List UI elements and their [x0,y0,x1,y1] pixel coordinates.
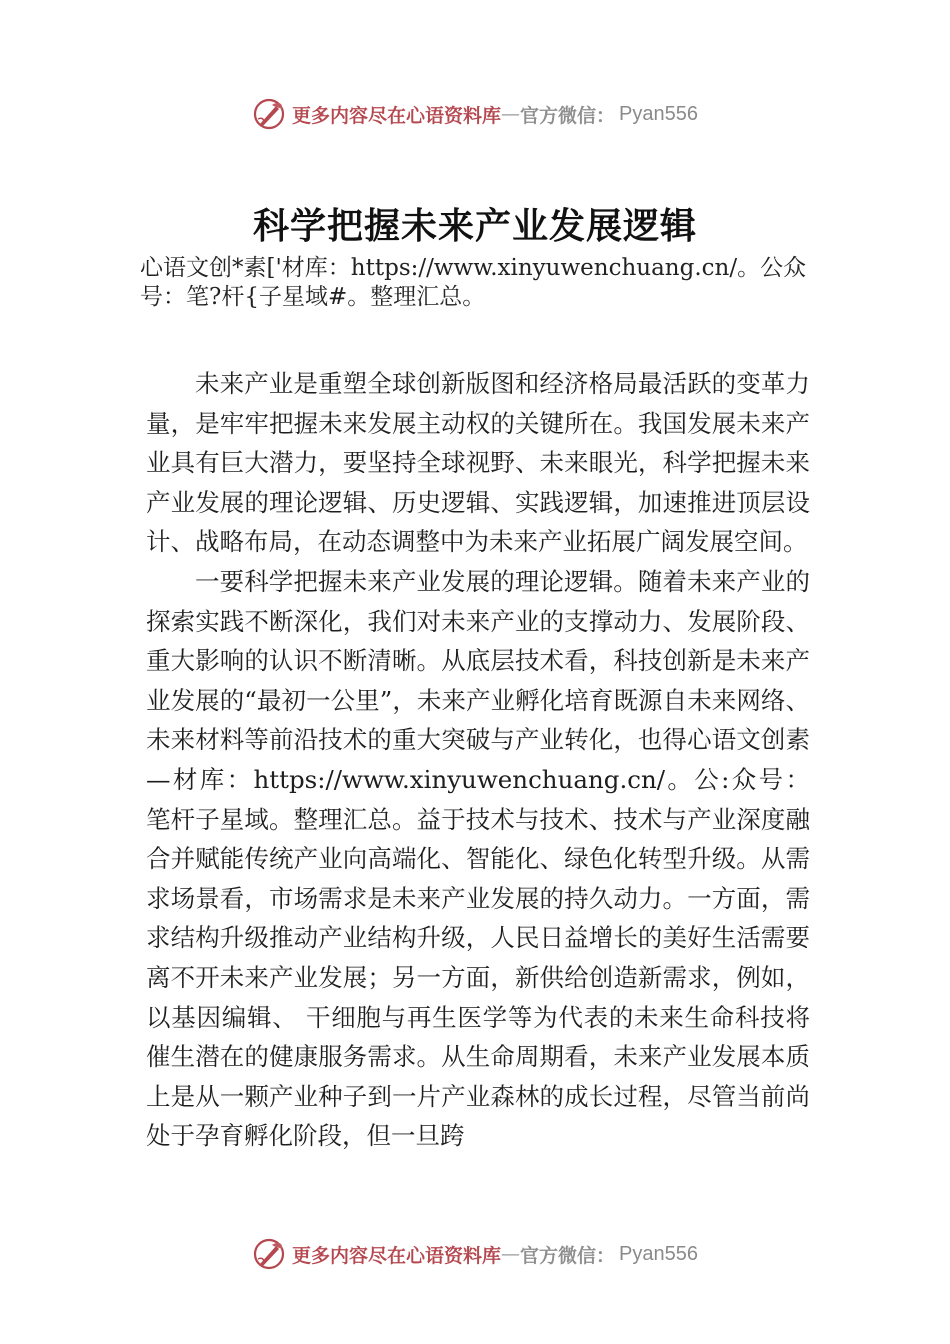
paragraph-1: 未来产业是重塑全球创新版图和经济格局最活跃的变革力量，是牢牢把握未来发展主动权的关键所在。我国发展未来产业具有巨大潜力，要坚持全球视野、未来眼光，科学把握未来产业发展的理论逻辑、历史逻辑、实践逻辑，加速推进顶层设计、战略布局，在动态调整中为未来产业拓展广阔发展空间。 [146,369,810,557]
footer-brand-text: 更多内容尽在心语资料库 [292,1244,502,1267]
header-brand-text: 更多内容尽在心语资料库 [292,104,502,127]
quill-logo-icon [252,97,286,131]
footer-banner [0,1232,950,1276]
document-body [146,364,810,1156]
footer-dash: — [501,1243,521,1265]
header-wechat-label: 官方微信： [520,104,616,127]
quill-logo-icon [252,1237,286,1271]
header-dash: — [501,103,521,125]
footer-wechat-label: 官方微信： [520,1244,616,1267]
header-wechat-id: Pyan556 [619,102,698,125]
source-line: 心语文创*素['材库：https://www.xinyuwenchuang.cn/。公众号：笔?杆{子星域#。整理汇总。 [140,255,807,310]
document-title: 科学把握未来产业发展逻辑 [252,205,697,247]
header-banner [0,92,950,136]
paragraph-2: 一要科学把握未来产业发展的理论逻辑。随着未来产业的探索实践不断深化，我们对未来产业的支撑动力、发展阶段、重大影响的认识不断清晰。从底层技术看，科技创新是未来产业发展的“最初一公里”，未来产业孵化培育既源自未来网络、未来材料等前沿技术的重大突破与产业转化，也得心语文创素—材库：https://www.xinyuwenchuang.cn/。公:众号：笔杆子星域。整理汇总。益于技术与技术、技术与产业深度融合并赋能传统产业向高端化、智能化、绿色化转型升级。从需求场景看，市场需求是未来产业发展的持久动力。一方面，需求结构升级推动产业结构升级，人民日益增长的美好生活需要离不开未来产业发展；另一方面，新供给创造新需求，例如，以基因编辑、 干细胞与再生医学等为代表的未来生命科技将催生潜在的健康服务需求。从生命周期看，未来产业发展本质上是从一颗产业种子到一片产业森林的成长过程，尽管当前尚处于孕育孵化阶段，但一旦跨 [146,566,810,1151]
footer-wechat-id: Pyan556 [619,1242,698,1265]
